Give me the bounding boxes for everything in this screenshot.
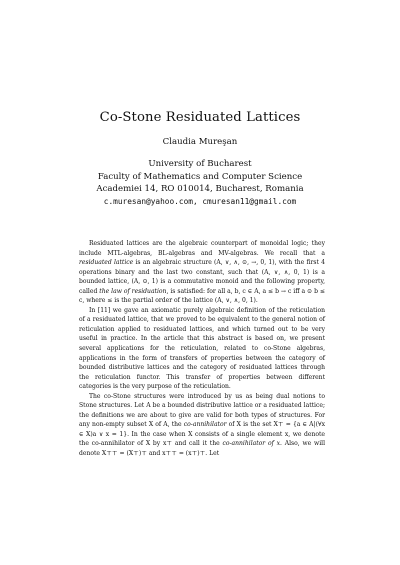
- abstract-body: [79, 239, 325, 459]
- author-name: Claudia Mureşan: [162, 137, 238, 147]
- author-emails: c.muresan@yahoo.com, cmuresan11@gmail.com: [103, 196, 297, 206]
- paper-title: Co-Stone Residuated Lattices: [99, 110, 301, 125]
- paragraph-1: Residuated lattices are the algebraic counterpart of monoidal logic; they include MTL-algebras, BL-algebras and MV-algebras. We recall that a residuated lattice is an algebraic structure (A, ∨, ∧, ⊙, →, 0, 1), with the first 4 operations binary and the last two constant, such that (A, ∨, ∧, 0, 1) is a bounded lattice, (A, ⊙, 1) is a commutative monoid and the following property, called the law of residuation, is satisfied: for all a, b, c ∈ A, a ≤ b → c iff a ⊙ b ≤ c, where ≤ is the partial order of the lattice (A, ∨, ∧, 0, 1).: [79, 240, 325, 305]
- paragraph-3: The co-Stone structures were introduced by us as being dual notions to Stone structures. Let A be a bounded distributive lattice or a residuated lattice; the definitions we are about to give are valid for both types of structures. For any non-empty subset X of A, the co-annihilator of X is the set X⊤ = {a ∈ A|(∀x ∈ X)a ∨ x = 1}. In the case when X consists of a single element x, we denote the co-annihilator of X by x⊤ and call it the co-annihilator of x. Also, we will denote X⊤⊤ = (X⊤)⊤ and x⊤⊤ = (x⊤)⊤. Let: [79, 392, 325, 458]
- affiliation-block: [0, 158, 400, 208]
- affiliation-university: University of Bucharest: [148, 159, 252, 169]
- affiliation-address: Academiei 14, RO 010014, Bucharest, Romania: [96, 184, 304, 194]
- paragraph-2: In [11] we gave an axiomatic purely algebraic definition of the reticulation of a residuated lattice, that we proved to be equivalent to the general notion of reticulation applied to residuated lattices, and which turned out to be very useful in practice. In the article that this abstract is based on, we present several applications for the reticulation, related to co-Stone algebras, applications in the form of transfers of properties between the category of bounded distributive lattices and the category of residuated lattices through the reticulation functor. This transfer of properties between different categories is the very purpose of the reticulation.: [79, 306, 325, 391]
- affiliation-faculty: Faculty of Mathematics and Computer Science: [97, 171, 303, 182]
